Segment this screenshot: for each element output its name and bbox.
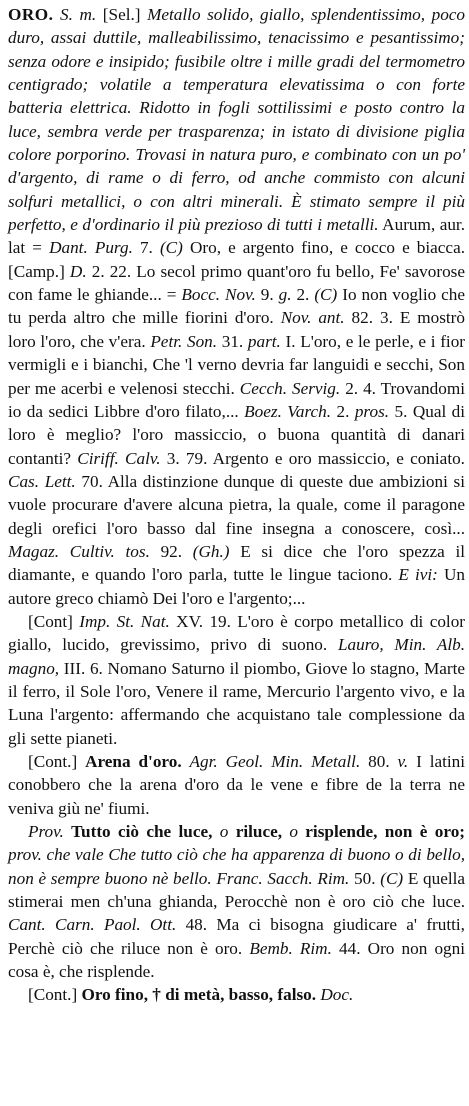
- text-run: Metallo solido, giallo, splendentissimo, poco duro, assai duttile, malleabilissimo, tenacissimo e pesantissimo; senza odore e insipido; fusibile oltre i mille gradi del termometro centigrado; volatile a temperatura elevatissima o con forte batteria elettrica. Ridotto in fogli sottilissimi e posto contro la luce, sembra verde per trasparenza; in istato di divisione piglia colore porporino. Trovasi in natura puro, e combinato con un po' d'argento, di rame o di ferro, od anche commisto con alcuni solfuri metallici, o con altri minerali. È stimato sempre il più perfetto, e d'ordinario il più prezioso di tutti i metalli.: [8, 5, 466, 235]
- text-run: prov. che vale Che tutto ciò che ha apparenza di buono o di bello, non è sempre buono nè bello.: [8, 845, 465, 888]
- text-run: pros.: [354, 401, 390, 421]
- text-run: Boez. Varch.: [244, 401, 332, 421]
- text-run: 92.: [149, 541, 193, 561]
- text-run: 2.: [291, 285, 315, 305]
- text-run: [182, 752, 190, 771]
- text-run: Cant. Carn. Paol. Ott.: [8, 915, 177, 935]
- text-run: 80.: [360, 752, 398, 771]
- text-run: Un autore greco chiamò Dei l'oro e l'argento;...: [8, 565, 465, 608]
- text-run: [Cont.]: [28, 752, 86, 771]
- source-tag: [Sel.]: [102, 5, 141, 24]
- text-run: o: [212, 822, 236, 842]
- text-run: Arena d'oro.: [85, 752, 182, 771]
- text-run: Agr. Geol. Min. Metall.: [189, 752, 361, 771]
- text-run: Petr. Son.: [150, 331, 218, 351]
- text-run: (C): [159, 238, 183, 258]
- text-run: Bemb. Rim.: [249, 938, 332, 958]
- text-run: E quella stimerai men ch'una ghianda, Perocchè non è oro ciò che luce.: [8, 868, 465, 912]
- text-run: 7.: [132, 238, 160, 258]
- text-run: Io non voglio che tu perda altro che mille fiorini d'oro.: [8, 285, 466, 328]
- text-run: Aurum, aur. lat =: [8, 215, 465, 258]
- text-run: 9.: [255, 285, 279, 305]
- text-run: Dant. Purg.: [49, 238, 133, 258]
- text-run: III. 6. Nomano Saturno il piombo, Giove lo stagno, Marte il ferro, il Sole l'oro, Venere il rame, Mercurio l'argento vivo, e la Luna l'argento: affermando che acquistano tale complessione da gli sette pianeti.: [8, 658, 465, 748]
- text-run: XV. 19. L'oro è corpo metallico di color giallo, lucido, grevissimo, privo di suono.: [8, 611, 466, 655]
- text-run: 2. 22. Lo secol primo quant'oro fu bello, Fe' savorose con fame le ghiande... =: [8, 261, 465, 305]
- text-run: † di metà, basso, falso.: [148, 985, 317, 1005]
- text-run: o: [282, 822, 306, 842]
- text-run: Doc.: [320, 985, 354, 1005]
- text-run: D.: [69, 261, 87, 281]
- text-run: 82. 3. E mostrò loro l'oro, che v'era.: [8, 308, 466, 351]
- entry-paragraph-cont-imp: [8, 610, 465, 750]
- text-run: Cecch. Servig.: [239, 378, 341, 398]
- text-run: Prov.: [28, 822, 64, 842]
- text-run: 31.: [217, 331, 248, 351]
- text-run: I. L'oro, e le perle, e i fior vermigli e i bianchi, Che 'l verno devria far languidi e secchi, Son per me acerbi e velenosi stecchi.: [8, 331, 466, 398]
- text-run: g.: [278, 285, 292, 305]
- text-run: 5. Qual di loro è meglio? l'oro massiccio, o buona quantità di danari contanti?: [8, 401, 466, 468]
- text-run: Oro, e argento fino, e cocco e biacca. [Camp.]: [8, 238, 465, 281]
- text-run: (C): [380, 868, 404, 888]
- text-run: Nov. ant.: [280, 308, 345, 328]
- text-run: 2.: [331, 401, 355, 421]
- entry-paragraph-definition: [8, 3, 465, 610]
- text-run: Cas. Lett.: [8, 471, 76, 491]
- text-run: 50.: [349, 868, 381, 888]
- text-run: 3. 79. Argento e oro massiccio, e coniato.: [160, 448, 465, 468]
- text-run: E ivi:: [398, 565, 438, 585]
- text-run: part.: [247, 331, 281, 351]
- text-run: [Cont]: [28, 611, 80, 631]
- text-run: [Cont.]: [28, 985, 82, 1005]
- text-run: Magaz. Cultiv. tos.: [8, 541, 150, 561]
- text-run: Franc. Sacch. Rim.: [216, 868, 350, 888]
- text-run: (Gh.): [192, 541, 230, 561]
- headword: ORO.: [8, 5, 54, 24]
- text-run: v.: [397, 752, 409, 771]
- text-run: Imp. St. Nat.: [79, 611, 170, 631]
- grammar-label: S. m.: [60, 5, 97, 24]
- text-run: I latini conobbero che la arena d'oro da le vene e fibre de la terra ne veniva giù ne' fiumi.: [8, 752, 466, 818]
- text-run: (C): [314, 285, 338, 305]
- entry-paragraph-arena: [8, 750, 465, 820]
- text-run: 48. Ma ci bisogna giudicare a' frutti, Perchè ciò che riluce non è oro.: [8, 915, 465, 958]
- text-run: Lauro, Min. Alb. magno,: [8, 635, 466, 678]
- text-run: Bocc. Nov.: [181, 285, 256, 305]
- entry-paragraph-oro-fino: [8, 983, 465, 1006]
- entry-paragraph-proverb: [8, 820, 465, 983]
- text-run: 44. Oro non ogni cosa è, che risplende.: [8, 938, 465, 982]
- text-run: Ciriff. Calv.: [77, 448, 161, 468]
- text-run: E si dice che l'oro spezza il diamante, e quando l'oro parla, tutte le lingue taciono.: [8, 541, 465, 585]
- text-run: risplende, non è oro;: [305, 822, 466, 842]
- text-run: riluce,: [235, 822, 282, 842]
- text-run: Oro fino,: [81, 985, 148, 1005]
- text-run: Tutto ciò che luce,: [71, 822, 213, 842]
- definition-body: [8, 5, 465, 608]
- text-run: 70. Alla distinzione dunque di queste due ambizioni si vuole procurare d'avere alcuna pietra, la quale, come il paragone degli orefici l'oro basso dal fine insegna a conoscere, così...: [8, 471, 466, 538]
- text-run: 2. 4. Trovandomi io da sedici Libbre d'oro filato,...: [8, 378, 465, 421]
